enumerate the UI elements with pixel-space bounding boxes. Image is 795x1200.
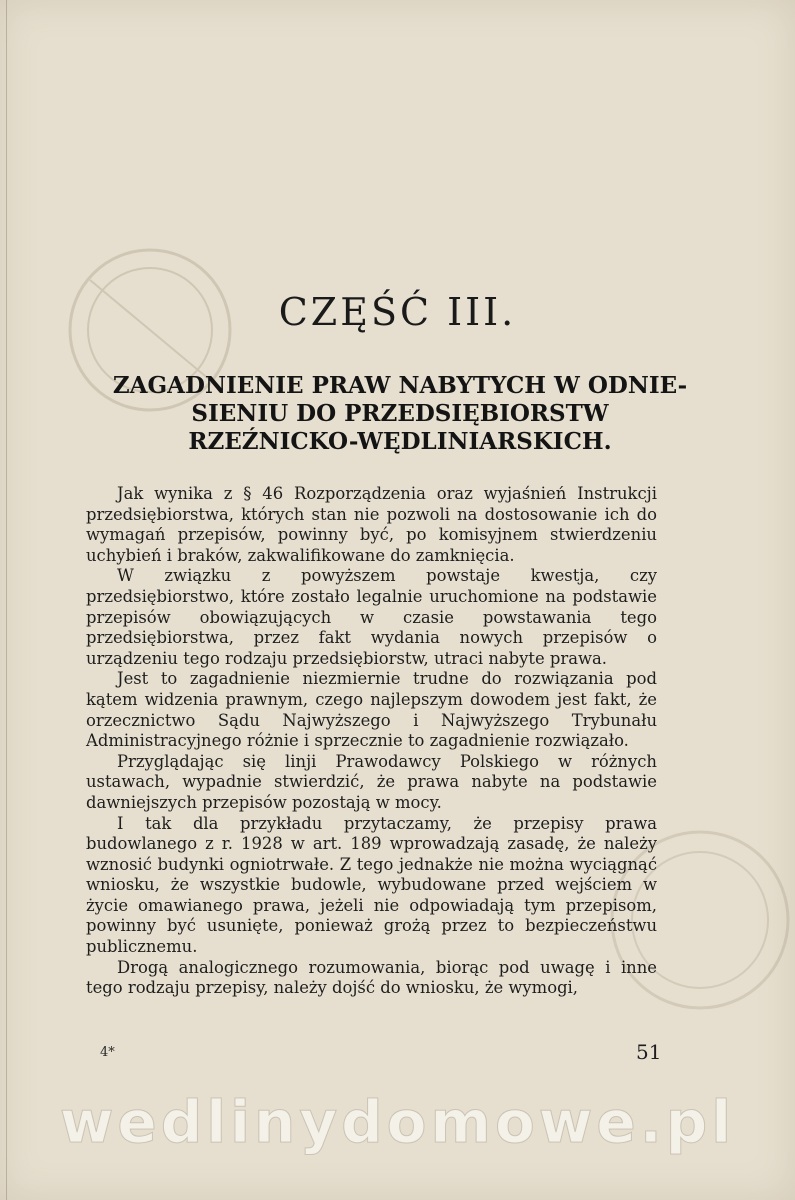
paragraph: Drogą analogicznego rozumowania, biorąc pod uwagę i inne tego rodzaju przepisy, należy dojść do wniosku, że wymogi, — [86, 957, 657, 998]
chapter-title — [100, 372, 700, 456]
page-edge — [6, 0, 7, 1200]
watermark: wedlinydomowe.pl — [59, 1088, 736, 1156]
paragraph: Przyglądając się linji Prawodawcy Polskiego w różnych ustawach, wypadnie stwierdzić, że prawa nabyte na podstawie dawniejszych przepisów pozostają w mocy. — [86, 751, 657, 812]
page-number: 51 — [636, 1040, 662, 1064]
paragraph: Jak wynika z § 46 Rozporządzenia oraz wyjaśnień Instrukcji przedsiębiorstwa, których stan nie pozwoli na dostosowanie ich do wymagań przepisów, powinny być, po komisyjnem stwierdzeniu uchybień i braków, zakwalifikowane do zamknięcia. — [86, 484, 657, 565]
paragraph: W związku z powyższem powstaje kwestja, czy przedsiębiorstwo, które zostało legalnie uruchomione na podstawie przepisów obowiązujących w czasie powstawania tego przedsiębiorstwa, przez fakt wydania nowych przepisów o urządzeniu tego rodzaju przedsiębiorstw, utraci nabyte prawa. — [86, 566, 657, 668]
part-title: CZĘŚĆ III. — [278, 290, 517, 334]
chapter-title-line: RZEŹNICKO-WĘDLINIARSKICH. — [188, 428, 612, 455]
paragraph: Jest to zagadnienie niezmiernie trudne do rozwiązania pod kątem widzenia prawnym, czego najlepszym dowodem jest fakt, że orzecznictwo Sądu Najwyższego i Najwyższego Trybunału Administracyjnego różnie i sprzecznie to zagadnienie rozwiązało. — [86, 669, 657, 751]
body-text — [86, 484, 657, 999]
chapter-title-line: ZAGADNIENIE PRAW NABYTYCH W ODNIE- — [112, 372, 688, 399]
paragraph: I tak dla przykładu przytaczamy, że przepisy prawa budowlanego z r. 1928 w art. 189 wprowadzają zasadę, że należy wznosić budynki ogniotrwałe. Z tego jednakże nie można wyciągnąć wniosku, że wszystkie budowle, wybudowane przed wejściem w życie omawianego prawa, jeżeli nie odpowiadają tym przepisom, powinny być usunięte, ponieważ grożą przez to bezpieczeństwu publicznemu. — [86, 813, 657, 957]
signature-mark: 4* — [100, 1045, 115, 1060]
chapter-title-line: SIENIU DO PRZEDSIĘBIORSTW — [191, 400, 609, 427]
